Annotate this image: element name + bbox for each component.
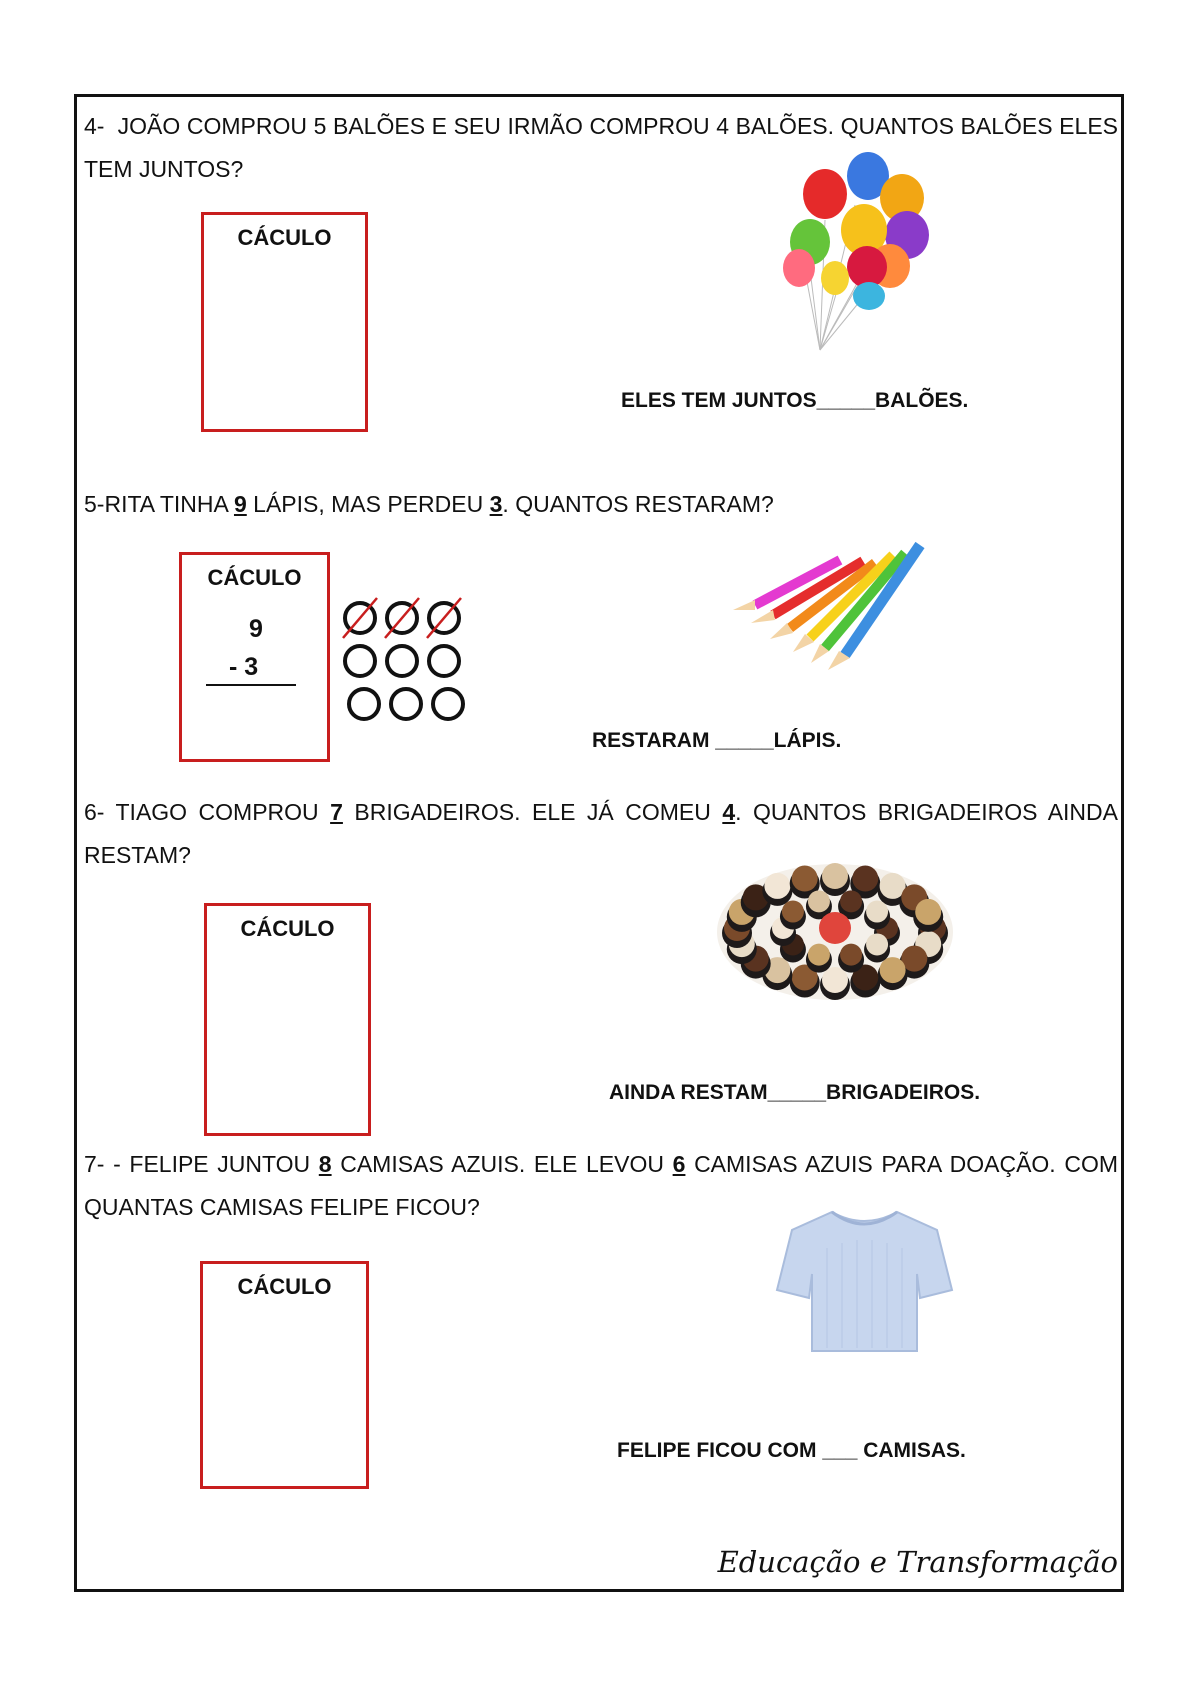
question-4-number: 4- <box>84 113 105 139</box>
question-7: 7- - FELIPE JUNTOU 8 CAMISAS AZUIS. ELE LEVOU 6 CAMISAS AZUIS PARA DOAÇÃO. COM QUANTAS CAMISAS FELIPE FICOU? <box>84 1151 1118 1220</box>
answer-4: ELES TEM JUNTOS_____BALÕES. <box>621 389 969 412</box>
question-5-value-a: 9 <box>233 491 247 517</box>
question-6-value-b: 4 <box>722 799 736 825</box>
tshirt-icon <box>777 1208 952 1353</box>
counter-circle <box>433 689 463 719</box>
answer-6: AINDA RESTAM_____BRIGADEIROS. <box>609 1081 981 1104</box>
pencils-icon <box>725 535 925 670</box>
counter-circle <box>345 646 375 676</box>
calc-box-5[interactable] <box>179 552 330 762</box>
question-6-number: 6- <box>84 799 105 825</box>
calc-box-7[interactable] <box>200 1261 369 1489</box>
calc-box-6[interactable] <box>204 903 371 1136</box>
counter-circle <box>387 646 417 676</box>
balloons-icon <box>780 150 940 365</box>
question-7-number: 7- <box>84 1151 105 1177</box>
question-5: 5-RITA TINHA 9 LÁPIS, MAS PERDEU 3. QUANTOS RESTARAM? <box>84 491 774 517</box>
question-5-value-b: 3 <box>489 491 503 517</box>
brigadeiros-icon <box>715 850 955 1000</box>
counter-circle <box>429 646 459 676</box>
question-6: 6- TIAGO COMPROU 7 BRIGADEIROS. ELE JÁ COMEU 4. QUANTOS BRIGADEIROS AINDA RESTAM? <box>84 799 1118 868</box>
answer-7: FELIPE FICOU COM ___ CAMISAS. <box>617 1439 966 1462</box>
counters-grid <box>340 598 470 723</box>
calc-label-4: CÁCULO <box>237 225 332 250</box>
question-4-text: JOÃO COMPROU 5 BALÕES E SEU IRMÃO COMPROU 4 BALÕES. QUANTOS BALÕES ELES TEM JUNTOS? <box>84 113 1118 182</box>
question-7-value-a: 8 <box>318 1151 332 1177</box>
footer-signature: Educação e Transformação <box>717 1545 1118 1579</box>
calc-box-4[interactable] <box>201 212 368 432</box>
counter-circle <box>391 689 421 719</box>
answer-5: RESTARAM _____LÁPIS. <box>592 729 842 752</box>
operation-top: 9 <box>249 615 263 643</box>
question-6-value-a: 7 <box>330 799 343 825</box>
question-4 <box>84 105 1118 191</box>
counter-circle <box>349 689 379 719</box>
question-7-value-b: 6 <box>672 1151 686 1177</box>
operation-bottom: - 3 <box>229 653 259 681</box>
calc-label-7: CÁCULO <box>237 1274 332 1299</box>
operation-line <box>206 684 296 686</box>
calc-label-5: CÁCULO <box>207 565 302 590</box>
question-5-number: 5- <box>84 491 105 517</box>
calc-label-6: CÁCULO <box>240 916 335 941</box>
